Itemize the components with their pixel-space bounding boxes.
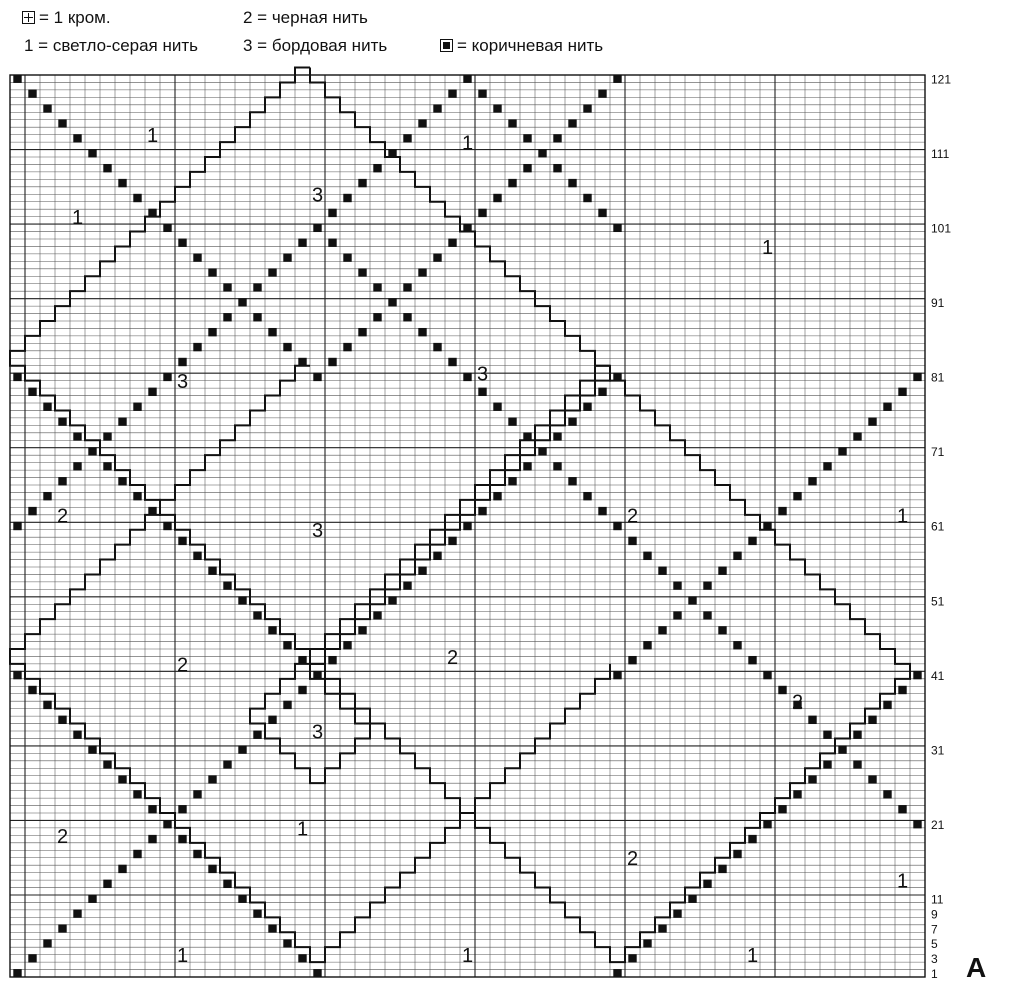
brown-stitch <box>883 403 891 411</box>
brown-stitch <box>223 581 231 589</box>
brown-stitch <box>223 880 231 888</box>
brown-stitch <box>778 805 786 813</box>
zone-label: 3 <box>311 520 324 543</box>
brown-stitch <box>163 522 171 530</box>
brown-stitch <box>58 417 66 425</box>
zone-label: 1 <box>461 132 474 155</box>
brown-stitch <box>553 462 561 470</box>
zone-label: 2 <box>626 848 639 871</box>
brown-stitch <box>208 865 216 873</box>
brown-stitch <box>43 104 51 112</box>
brown-stitch <box>403 581 411 589</box>
brown-stitch <box>118 179 126 187</box>
brown-stitch <box>478 209 486 217</box>
brown-stitch <box>823 760 831 768</box>
brown-stitch <box>133 403 141 411</box>
brown-stitch <box>313 224 321 232</box>
brown-stitch <box>748 537 756 545</box>
zone-label: 1 <box>746 945 759 968</box>
brown-stitch <box>448 358 456 366</box>
brown-stitch <box>433 104 441 112</box>
brown-stitch <box>658 924 666 932</box>
brown-stitch <box>268 924 276 932</box>
brown-stitch <box>43 701 51 709</box>
brown-stitch <box>313 969 321 977</box>
brown-stitch <box>493 194 501 202</box>
brown-stitch <box>793 790 801 798</box>
brown-stitch <box>643 552 651 560</box>
zone-label: 1 <box>146 125 159 148</box>
brown-stitch <box>43 492 51 500</box>
brown-stitch <box>718 567 726 575</box>
brown-stitch <box>913 671 921 679</box>
brown-stitch <box>403 283 411 291</box>
zone-label: 1 <box>296 818 309 841</box>
brown-stitch <box>448 89 456 97</box>
brown-stitch <box>478 507 486 515</box>
brown-stitch <box>448 537 456 545</box>
brown-stitch <box>43 403 51 411</box>
zone-label: 2 <box>446 646 459 669</box>
brown-stitch <box>493 403 501 411</box>
brown-stitch <box>583 194 591 202</box>
brown-stitch <box>28 507 36 515</box>
brown-stitch <box>523 164 531 172</box>
brown-stitch <box>748 835 756 843</box>
zone-label: 3 <box>311 184 324 207</box>
zone-label: 2 <box>56 505 69 528</box>
brown-stitch <box>598 89 606 97</box>
brown-stitch <box>283 253 291 261</box>
brown-stitch <box>133 850 141 858</box>
brown-stitch <box>118 775 126 783</box>
brown-stitch <box>58 119 66 127</box>
zone-label: 1 <box>896 870 909 893</box>
brown-stitch <box>688 895 696 903</box>
brown-stitch <box>703 880 711 888</box>
brown-stitch <box>328 358 336 366</box>
brown-stitch <box>238 895 246 903</box>
brown-stitch <box>868 775 876 783</box>
zone-label: 3 <box>311 721 324 744</box>
brown-stitch <box>103 462 111 470</box>
brown-stitch <box>853 731 861 739</box>
brown-stitch <box>328 239 336 247</box>
brown-stitch <box>13 522 21 530</box>
brown-stitch <box>268 268 276 276</box>
brown-stitch <box>553 134 561 142</box>
brown-stitch <box>643 939 651 947</box>
brown-stitch <box>298 954 306 962</box>
brown-stitch <box>253 313 261 321</box>
brown-stitch <box>913 820 921 828</box>
brown-stitch <box>118 477 126 485</box>
brown-stitch <box>223 760 231 768</box>
brown-stitch <box>883 790 891 798</box>
brown-stitch <box>28 89 36 97</box>
brown-stitch <box>628 954 636 962</box>
brown-stitch <box>238 745 246 753</box>
brown-stitch <box>568 417 576 425</box>
brown-stitch <box>778 686 786 694</box>
brown-stitch <box>373 164 381 172</box>
brown-stitch <box>703 611 711 619</box>
brown-stitch <box>148 835 156 843</box>
brown-stitch <box>193 253 201 261</box>
brown-stitch <box>478 388 486 396</box>
brown-stitch <box>88 149 96 157</box>
brown-stitch <box>73 432 81 440</box>
brown-stitch <box>508 179 516 187</box>
brown-stitch <box>358 268 366 276</box>
row-number: 121 <box>931 72 952 87</box>
brown-stitch <box>358 328 366 336</box>
row-number: 41 <box>931 668 945 683</box>
brown-stitch <box>403 313 411 321</box>
row-number: 5 <box>931 937 938 952</box>
brown-stitch <box>508 477 516 485</box>
brown-stitch <box>568 477 576 485</box>
brown-stitch <box>328 656 336 664</box>
brown-stitch <box>343 343 351 351</box>
brown-stitch <box>493 104 501 112</box>
zone-label: 3 <box>176 371 189 394</box>
brown-stitch <box>193 343 201 351</box>
brown-stitch <box>463 75 471 83</box>
brown-stitch <box>88 745 96 753</box>
brown-stitch <box>268 626 276 634</box>
brown-stitch <box>193 552 201 560</box>
zone-label: 1 <box>896 505 909 528</box>
legend-edge-label: = 1 кром. <box>39 8 111 27</box>
brown-stitch <box>433 552 441 560</box>
brown-stitch <box>13 373 21 381</box>
panel-letter: A <box>966 952 987 983</box>
row-number: 61 <box>931 519 945 534</box>
brown-stitch <box>133 194 141 202</box>
brown-stitch <box>718 865 726 873</box>
brown-stitch <box>568 179 576 187</box>
brown-stitch <box>13 969 21 977</box>
brown-stitch <box>283 641 291 649</box>
brown-stitch <box>208 567 216 575</box>
row-number: 21 <box>931 817 945 832</box>
brown-stitch <box>598 209 606 217</box>
brown-stitch <box>523 134 531 142</box>
brown-stitch <box>808 775 816 783</box>
legend-item-3: 3 = бордовая нить <box>243 36 388 55</box>
brown-stitch <box>418 567 426 575</box>
brown-stitch <box>613 522 621 530</box>
brown-stitch <box>808 477 816 485</box>
brown-stitch <box>13 671 21 679</box>
brown-stitch <box>28 388 36 396</box>
brown-stitch <box>658 626 666 634</box>
brown-stitch <box>178 835 186 843</box>
brown-stitch <box>508 119 516 127</box>
brown-stitch <box>868 417 876 425</box>
brown-stitch <box>418 328 426 336</box>
brown-stitch <box>463 373 471 381</box>
brown-stitch <box>103 164 111 172</box>
brown-stitch <box>208 268 216 276</box>
brown-stitch <box>13 75 21 83</box>
row-number: 111 <box>931 147 950 161</box>
brown-stitch <box>583 492 591 500</box>
brown-stitch <box>73 909 81 917</box>
brown-stitch <box>88 895 96 903</box>
brown-stitch <box>868 716 876 724</box>
brown-stitch <box>373 313 381 321</box>
brown-stitch <box>148 805 156 813</box>
brown-stitch <box>913 373 921 381</box>
brown-stitch <box>898 686 906 694</box>
brown-stitch <box>718 626 726 634</box>
brown-stitch <box>178 239 186 247</box>
brown-stitch <box>418 119 426 127</box>
brown-stitch <box>553 164 561 172</box>
brown-stitch <box>373 611 381 619</box>
brown-stitch <box>358 626 366 634</box>
brown-stitch <box>178 805 186 813</box>
brown-stitch <box>673 611 681 619</box>
row-number: 81 <box>931 370 945 385</box>
brown-stitch <box>613 224 621 232</box>
brown-stitch <box>238 596 246 604</box>
brown-stitch <box>73 134 81 142</box>
brown-stitch <box>193 790 201 798</box>
row-number: 11 <box>931 892 944 907</box>
row-number: 51 <box>931 594 945 609</box>
brown-stitch <box>253 283 261 291</box>
brown-stitch <box>133 790 141 798</box>
brown-stitch <box>283 939 291 947</box>
brown-stitch <box>613 75 621 83</box>
row-number: 101 <box>931 221 952 236</box>
row-number: 7 <box>931 922 938 937</box>
brown-stitch <box>208 328 216 336</box>
brown-stitch <box>283 343 291 351</box>
brown-stitch <box>283 701 291 709</box>
brown-stitch <box>898 388 906 396</box>
row-number: 71 <box>931 445 945 460</box>
legend-brown-label: = коричневая нить <box>457 36 604 55</box>
brown-stitch <box>463 522 471 530</box>
brown-stitch <box>118 417 126 425</box>
brown-stitch <box>628 537 636 545</box>
brown-stitch <box>373 283 381 291</box>
brown-stitch <box>118 865 126 873</box>
brown-stitch <box>73 462 81 470</box>
row-number: 31 <box>931 743 945 758</box>
brown-stitch <box>58 924 66 932</box>
brown-stitch <box>28 954 36 962</box>
brown-stitch <box>733 850 741 858</box>
brown-stitch <box>268 328 276 336</box>
row-number: 9 <box>931 907 938 922</box>
brown-stitch <box>268 716 276 724</box>
brown-stitch <box>763 820 771 828</box>
legend-item-1: 1 = светло-серая нить <box>24 36 199 55</box>
brown-stitch <box>538 447 546 455</box>
brown-stitch <box>178 537 186 545</box>
brown-stitch <box>223 313 231 321</box>
brown-stitch <box>298 239 306 247</box>
brown-stitch <box>853 432 861 440</box>
brown-stitch <box>553 432 561 440</box>
brown-stitch <box>763 671 771 679</box>
zone-label: 2 <box>791 691 804 714</box>
brown-stitch <box>838 745 846 753</box>
brown-stitch <box>223 283 231 291</box>
row-number: 1 <box>931 967 938 981</box>
brown-stitch <box>823 731 831 739</box>
brown-stitch <box>388 298 396 306</box>
brown-stitch <box>433 253 441 261</box>
brown-stitch <box>298 686 306 694</box>
brown-stitch <box>313 373 321 381</box>
brown-stitch <box>103 880 111 888</box>
brown-stitch <box>508 417 516 425</box>
zone-label: 2 <box>176 654 189 677</box>
brown-stitch <box>823 462 831 470</box>
brown-stitch <box>388 596 396 604</box>
brown-stitch <box>73 731 81 739</box>
brown-stitch <box>538 149 546 157</box>
brown-stitch <box>703 581 711 589</box>
brown-stitch <box>193 850 201 858</box>
brown-stitch <box>583 104 591 112</box>
brown-stitch <box>433 343 441 351</box>
brown-stitch <box>43 939 51 947</box>
brown-stitch <box>853 760 861 768</box>
zone-label: 2 <box>56 825 69 848</box>
brown-stitch <box>583 403 591 411</box>
brown-stitch <box>178 358 186 366</box>
brown-stitch <box>808 716 816 724</box>
brown-stitch <box>493 492 501 500</box>
brown-stitch <box>598 388 606 396</box>
row-number: 3 <box>931 952 938 967</box>
brown-stitch <box>103 432 111 440</box>
brown-stitch <box>133 492 141 500</box>
zone-label: 1 <box>761 236 774 259</box>
brown-stitch <box>628 656 636 664</box>
brown-stitch <box>163 373 171 381</box>
brown-stitch <box>523 462 531 470</box>
brown-stitch <box>883 701 891 709</box>
brown-stitch <box>613 671 621 679</box>
brown-stitch <box>343 194 351 202</box>
brown-stitch <box>58 477 66 485</box>
legend-item-2: 2 = черная нить <box>243 8 368 27</box>
brown-stitch <box>613 969 621 977</box>
zone-label: 1 <box>71 207 84 230</box>
brown-stitch <box>898 805 906 813</box>
brown-stitch <box>343 253 351 261</box>
brown-stitch <box>253 731 261 739</box>
brown-stitch <box>643 641 651 649</box>
brown-stitch <box>733 641 741 649</box>
brown-stitch <box>778 507 786 515</box>
brown-stitch <box>28 686 36 694</box>
brown-stitch <box>598 507 606 515</box>
zone-label: 2 <box>626 505 639 528</box>
brown-stitch <box>238 298 246 306</box>
brown-stitch <box>673 581 681 589</box>
brown-stitch <box>58 716 66 724</box>
brown-stitch <box>793 492 801 500</box>
brown-stitch <box>733 552 741 560</box>
brown-stitch <box>163 224 171 232</box>
brown-stitch <box>448 239 456 247</box>
brown-stitch <box>163 820 171 828</box>
brown-stitch <box>328 209 336 217</box>
zone-label: 1 <box>461 945 474 968</box>
brown-stitch <box>568 119 576 127</box>
brown-stitch <box>358 179 366 187</box>
brown-stitch <box>253 611 261 619</box>
brown-stitch <box>88 447 96 455</box>
brown-stitch <box>838 447 846 455</box>
zone-label: 1 <box>176 945 189 968</box>
brown-stitch <box>478 89 486 97</box>
brown-stitch <box>103 760 111 768</box>
brown-stitch <box>253 909 261 917</box>
brown-stitch <box>688 596 696 604</box>
brown-stitch <box>148 388 156 396</box>
zone-label: 3 <box>476 363 489 386</box>
brown-stitch <box>748 656 756 664</box>
brown-stitch <box>208 775 216 783</box>
brown-stitch <box>658 567 666 575</box>
brown-stitch <box>343 641 351 649</box>
brown-stitch <box>673 909 681 917</box>
brown-stitch <box>403 134 411 142</box>
row-number: 91 <box>931 296 945 311</box>
brown-stitch <box>418 268 426 276</box>
